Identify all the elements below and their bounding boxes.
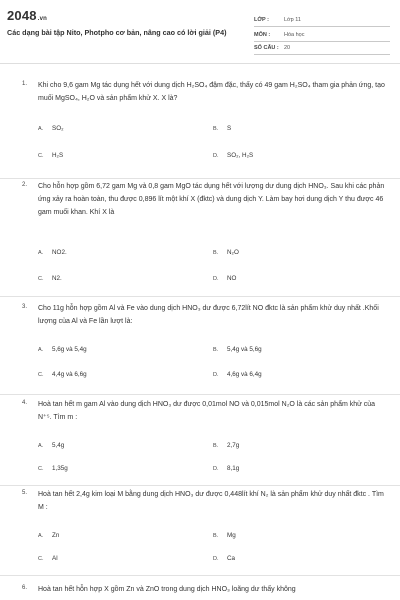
option-text: 1,35g: [52, 465, 68, 472]
option-b[interactable]: [213, 532, 236, 539]
meta-row-grade: [254, 14, 390, 27]
question-text: Cho 11g hỗn hợp gồm Al và Fe vào dung dịch HNO₃ dư được 6,72lít NO đktc là sản phẩm khử duy nhất .Khối lượng của Al và Fe lần lượt là:: [38, 305, 379, 325]
option-text: SO₂, H₂S: [227, 152, 254, 159]
question-text: Hoà tan hết 2,4g kim loại M bằng dung dịch HNO₃ dư được 0,448lít khí N₂ là sản phẩm khử duy nhất đktc . Tìm M :: [38, 491, 384, 511]
question-number: 4.: [22, 400, 28, 406]
option-letter: A.: [38, 126, 44, 132]
logo-suffix: .vn: [37, 16, 48, 22]
option-text: 4,4g và 6,6g: [52, 371, 87, 378]
meta-row-subject: [254, 29, 390, 42]
option-letter: D.: [213, 556, 219, 562]
option-c[interactable]: [38, 555, 58, 562]
option-a[interactable]: [38, 442, 64, 449]
option-text: 5,4g và 5,6g: [227, 346, 262, 353]
option-text: Al: [52, 555, 58, 562]
option-letter: B.: [213, 533, 219, 539]
option-a[interactable]: [38, 249, 67, 256]
option-c[interactable]: [38, 371, 87, 378]
option-letter: C.: [38, 466, 44, 472]
option-letter: B.: [213, 250, 219, 256]
option-text: N₂O: [227, 249, 239, 256]
option-letter: D.: [213, 276, 219, 282]
option-text: 4,6g và 6,4g: [227, 371, 262, 378]
question-text: Hoà tan hết m gam Al vào dung dịch HNO₃ dư được 0,01mol NO và 0,015mol N₂O là các sản phẩm khử của N⁺⁵. Tìm m :: [38, 401, 376, 421]
option-text: 5,6g và 5,4g: [52, 346, 87, 353]
meta-value: Lớp 11: [284, 17, 301, 23]
option-letter: C.: [38, 153, 44, 159]
option-b[interactable]: [213, 442, 239, 449]
page-header: [0, 0, 400, 64]
option-d[interactable]: [213, 275, 236, 282]
meta-value: Hóa học: [284, 32, 305, 38]
question-text: Khi cho 9,6 gam Mg tác dụng hết với dung dịch H₂SO₄ đậm đặc, thấy có 49 gam H₂SO₄ tham gia phản ứng, tạo muối MgSO₄, H₂O và sản phẩm khử X. X là?: [38, 82, 385, 102]
option-text: Mg: [227, 532, 236, 539]
option-d[interactable]: [213, 555, 235, 562]
question-2: [0, 180, 400, 297]
option-text: N2.: [52, 275, 62, 282]
option-a[interactable]: [38, 346, 87, 353]
option-text: NO: [227, 275, 237, 282]
option-text: H₂S: [52, 152, 64, 159]
question-text: Cho hỗn hợp gồm 6,72 gam Mg và 0,8 gam MgO tác dụng hết với lượng dư dung dịch HNO₃. Sau khi các phản ứng xảy ra hoàn toàn, thu được 0,896 lít một khí X (đktc) và dung dịch Y. Làm bay hơi dung dịch Y thu được 46 gam muối khan. Khí X là: [38, 183, 385, 216]
question-3: [0, 302, 400, 395]
meta-key: MÔN :: [254, 32, 271, 38]
option-letter: B.: [213, 347, 219, 353]
logo-text: 2048: [7, 8, 37, 23]
option-a[interactable]: [38, 532, 59, 539]
option-text: SO₂: [52, 125, 64, 132]
option-b[interactable]: [213, 346, 262, 353]
option-letter: B.: [213, 126, 219, 132]
question-5: [0, 488, 400, 576]
question-number: 1.: [22, 81, 28, 87]
option-text: S: [227, 125, 232, 132]
option-c[interactable]: [38, 465, 68, 472]
option-text: NO2.: [52, 249, 67, 256]
option-letter: A.: [38, 250, 44, 256]
option-d[interactable]: [213, 465, 239, 472]
option-letter: C.: [38, 372, 44, 378]
option-letter: D.: [213, 466, 219, 472]
option-letter: C.: [38, 556, 44, 562]
option-letter: A.: [38, 347, 44, 353]
option-d[interactable]: [213, 152, 253, 159]
option-letter: D.: [213, 372, 219, 378]
site-logo[interactable]: [7, 8, 47, 23]
option-c[interactable]: [38, 152, 63, 159]
question-number: 5.: [22, 490, 28, 496]
option-letter: C.: [38, 276, 44, 282]
option-text: Zn: [52, 532, 60, 539]
meta-row-count: [254, 42, 390, 55]
option-text: 5,4g: [52, 442, 65, 449]
meta-key: LỚP :: [254, 17, 269, 23]
option-letter: A.: [38, 533, 44, 539]
option-text: Ca: [227, 555, 236, 562]
option-b[interactable]: [213, 249, 239, 256]
meta-key: SỐ CÂU :: [254, 45, 279, 51]
option-c[interactable]: [38, 275, 62, 282]
question-number: 2.: [22, 182, 28, 188]
option-letter: D.: [213, 153, 219, 159]
question-6: [0, 583, 400, 600]
option-text: 8,1g: [227, 465, 240, 472]
question-1: [0, 79, 400, 179]
option-d[interactable]: [213, 371, 262, 378]
meta-value: 20: [284, 45, 291, 51]
page-title: Các dạng bài tập Nito, Photpho cơ bản, nâng cao có lời giải (P4): [7, 28, 227, 37]
option-b[interactable]: [213, 125, 231, 132]
option-letter: B.: [213, 443, 219, 449]
question-4: [0, 398, 400, 486]
question-number: 3.: [22, 304, 28, 310]
question-text: Hoà tan hết hỗn hợp X gồm Zn và ZnO trong dung dịch HNO₃ loãng dư thấy không: [38, 586, 296, 593]
question-number: 6.: [22, 585, 28, 591]
option-a[interactable]: [38, 125, 64, 132]
option-text: 2,7g: [227, 442, 240, 449]
option-letter: A.: [38, 443, 44, 449]
